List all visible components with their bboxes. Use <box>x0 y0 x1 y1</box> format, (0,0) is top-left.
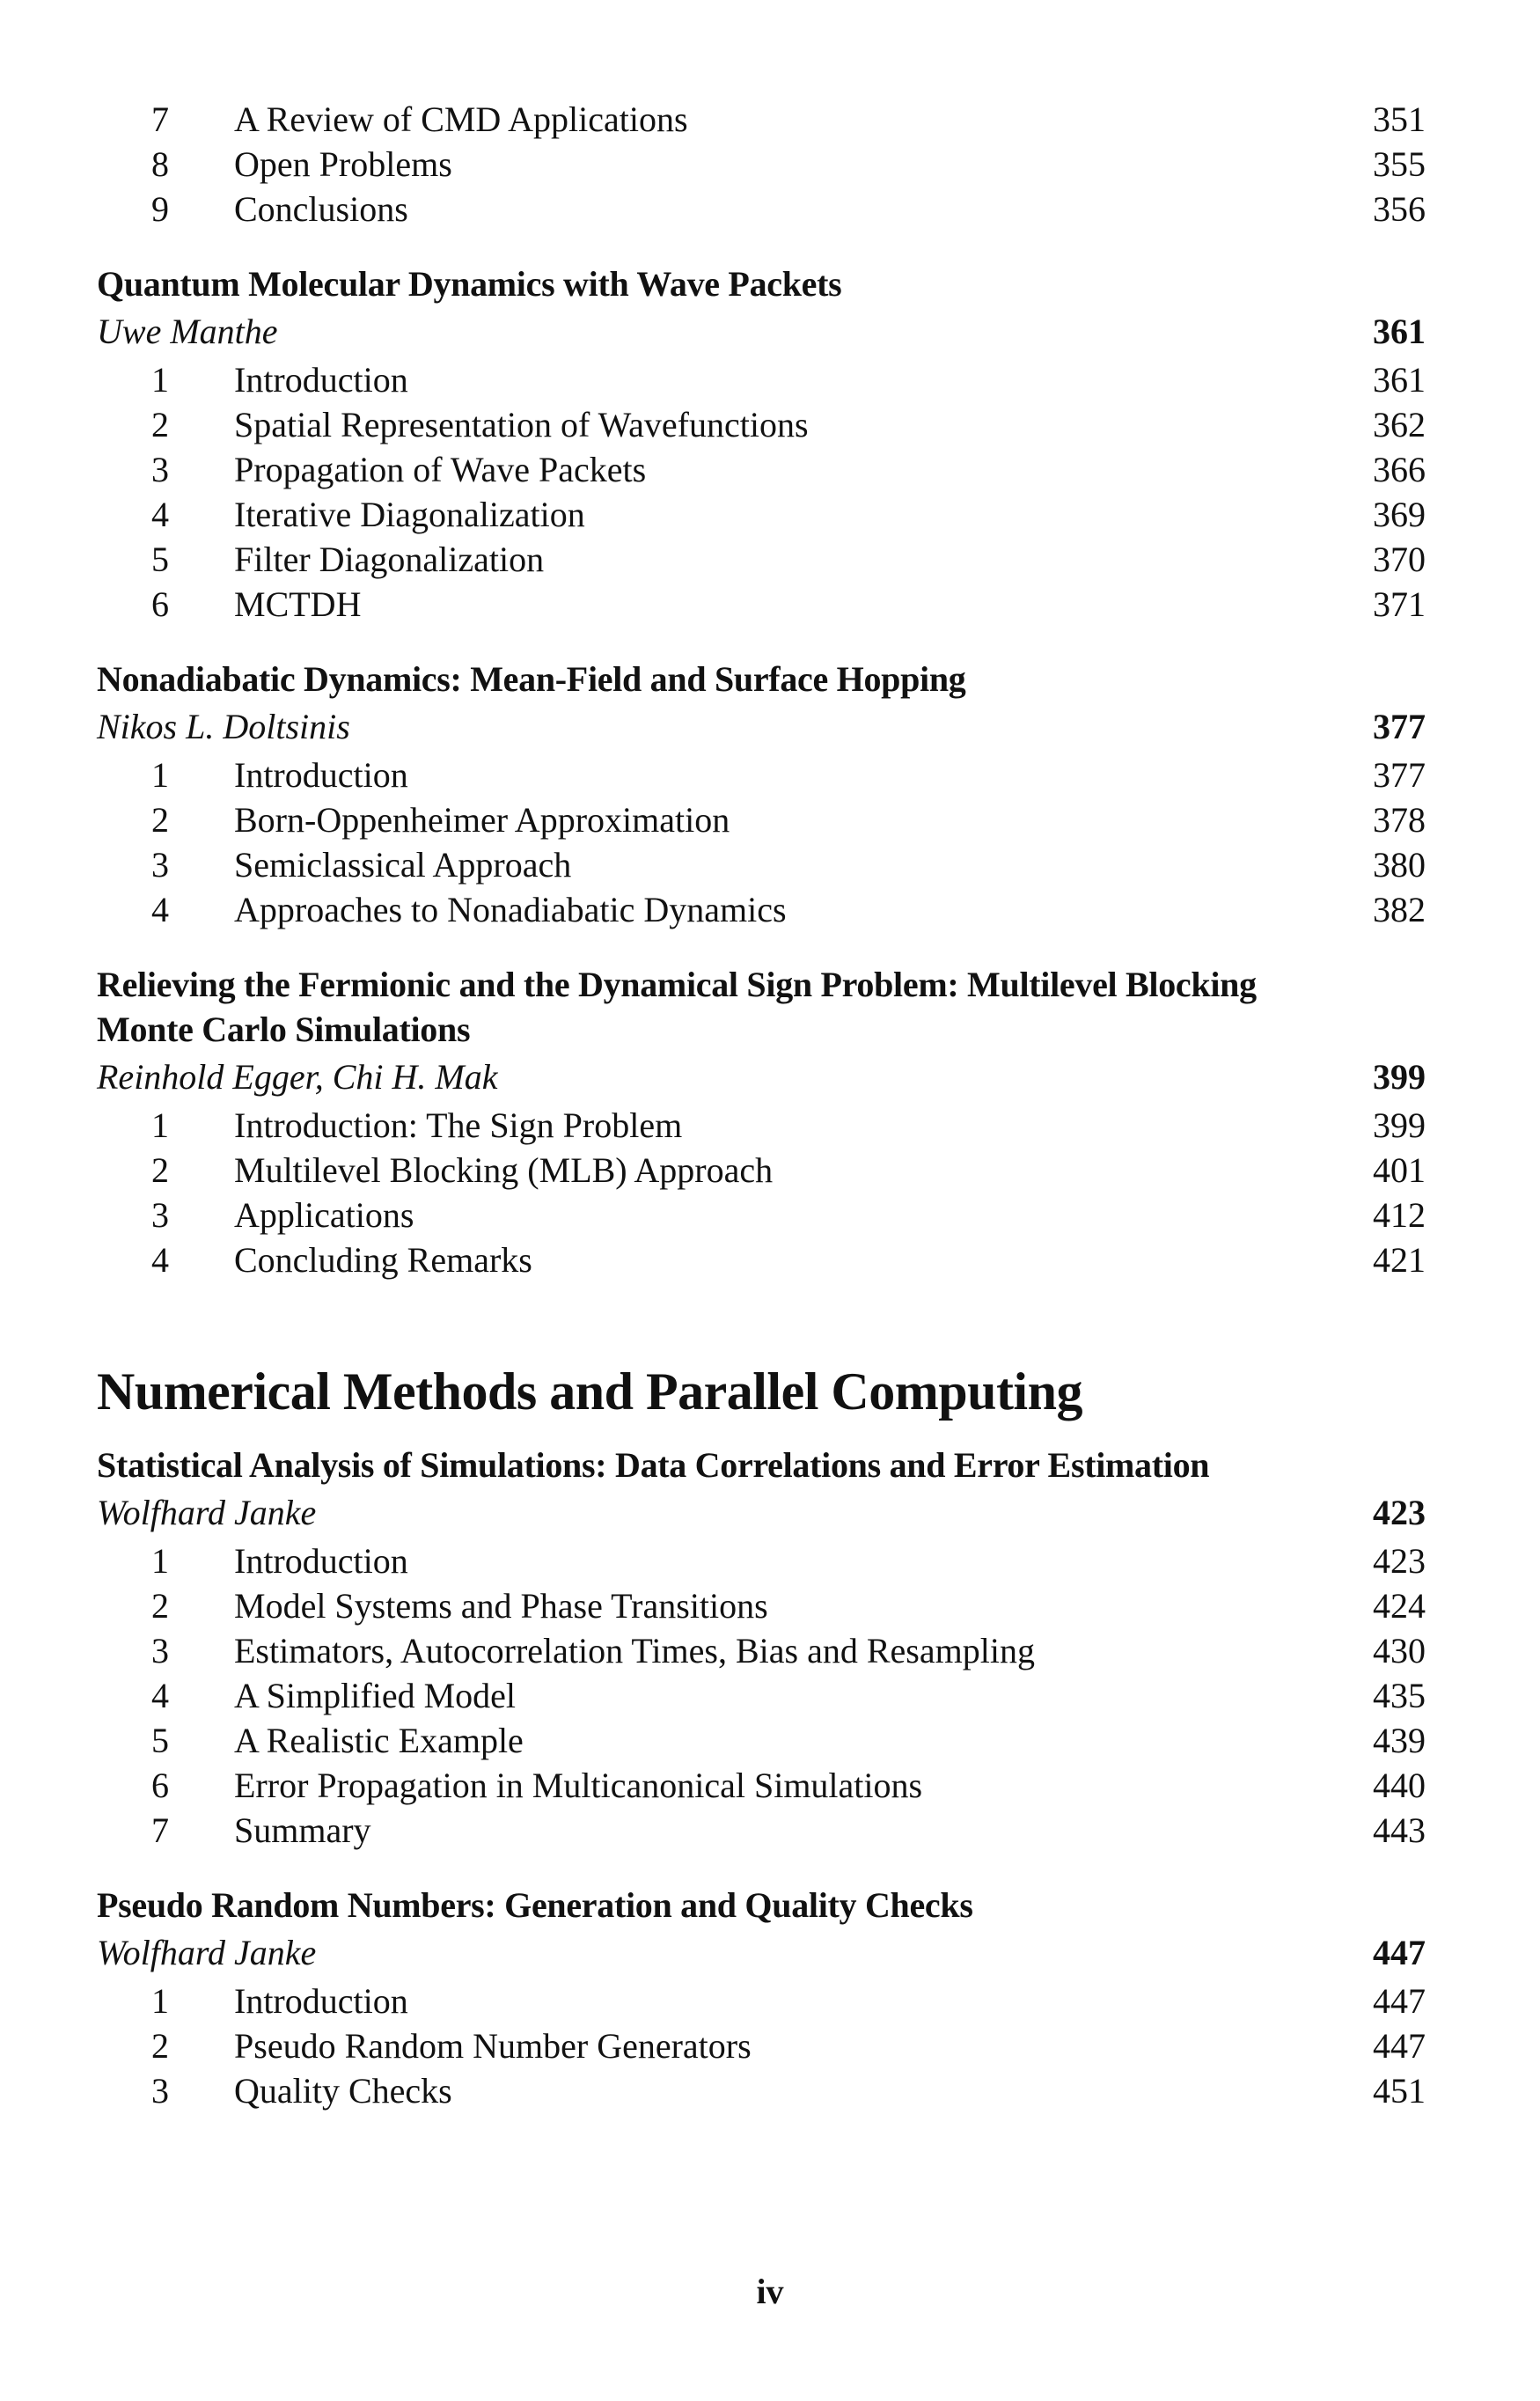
article-authors: Wolfhard Janke <box>97 1493 317 1532</box>
section-page: 362 <box>1373 405 1426 444</box>
section-title: Born-Oppenheimer Approximation <box>234 800 730 840</box>
article-title[interactable]: Pseudo Random Numbers: Generation and Quality Checks <box>97 1885 973 1925</box>
section-title: Introduction <box>234 360 408 400</box>
section-number: 7 <box>151 1810 169 1850</box>
toc-entry[interactable] <box>97 2068 1426 2113</box>
section-title: A Review of CMD Applications <box>234 99 688 139</box>
section-title: A Realistic Example <box>234 1721 524 1760</box>
section-number: 3 <box>151 1631 169 1670</box>
section-page: 401 <box>1373 1150 1426 1190</box>
toc-entry[interactable] <box>97 357 1426 402</box>
section-page: 366 <box>1373 450 1426 489</box>
toc-entry[interactable] <box>97 1673 1426 1718</box>
toc-entry[interactable] <box>97 492 1426 537</box>
article-block <box>97 657 1426 932</box>
article-author-row <box>97 1052 1426 1103</box>
article-start-page: 447 <box>1373 1933 1426 1972</box>
article-start-page: 377 <box>1373 707 1426 746</box>
section-title: Introduction <box>234 1981 408 2021</box>
toc-entry[interactable] <box>97 842 1426 887</box>
section-title: Error Propagation in Multicanonical Simulations <box>234 1766 923 1805</box>
section-number: 1 <box>151 1541 169 1581</box>
article-authors: Uwe Manthe <box>97 312 278 351</box>
section-title: Model Systems and Phase Transitions <box>234 1586 768 1626</box>
toc-entry[interactable] <box>97 1583 1426 1628</box>
article-author-row <box>97 1487 1426 1538</box>
section-page: 423 <box>1373 1541 1426 1581</box>
section-title: A Simplified Model <box>234 1676 516 1715</box>
section-title: Iterative Diagonalization <box>234 495 585 534</box>
section-title: Concluding Remarks <box>234 1240 532 1280</box>
section-page: 439 <box>1373 1721 1426 1760</box>
section-title: Applications <box>234 1195 414 1235</box>
section-page: 430 <box>1373 1631 1426 1670</box>
section-page: 378 <box>1373 800 1426 840</box>
section-page: 447 <box>1373 1981 1426 2021</box>
section-number: 2 <box>151 405 169 444</box>
article-title[interactable]: Quantum Molecular Dynamics with Wave Packets <box>97 264 842 304</box>
toc-entry[interactable] <box>97 97 1426 142</box>
section-page: 451 <box>1373 2071 1426 2111</box>
toc-entry[interactable] <box>97 1193 1426 1237</box>
article-authors: Reinhold Egger, Chi H. Mak <box>97 1057 498 1097</box>
section-page: 369 <box>1373 495 1426 534</box>
section-number: 4 <box>151 1676 169 1715</box>
section-page: 382 <box>1373 890 1426 929</box>
section-page: 435 <box>1373 1676 1426 1715</box>
section-title: Estimators, Autocorrelation Times, Bias and Resampling <box>234 1631 1035 1670</box>
section-number: 7 <box>151 99 169 139</box>
article-block <box>97 1883 1426 2113</box>
section-number: 5 <box>151 1721 169 1760</box>
section-number: 1 <box>151 1981 169 2021</box>
section-title: Conclusions <box>234 189 408 229</box>
article-title[interactable]: Nonadiabatic Dynamics: Mean-Field and Surface Hopping <box>97 659 966 699</box>
section-number: 1 <box>151 755 169 795</box>
section-title: MCTDH <box>234 584 362 624</box>
toc-entry[interactable] <box>97 142 1426 187</box>
section-title: Summary <box>234 1810 371 1850</box>
table-of-contents <box>97 97 1426 2113</box>
toc-entry[interactable] <box>97 1237 1426 1282</box>
section-page: 412 <box>1373 1195 1426 1235</box>
toc-entry[interactable] <box>97 447 1426 492</box>
article-start-page: 361 <box>1373 312 1426 351</box>
section-number: 1 <box>151 360 169 400</box>
section-page: 356 <box>1373 189 1426 229</box>
section-number: 2 <box>151 1586 169 1626</box>
section-page: 421 <box>1373 1240 1426 1280</box>
section-page: 399 <box>1373 1105 1426 1145</box>
section-number: 5 <box>151 540 169 579</box>
section-title: Filter Diagonalization <box>234 540 545 579</box>
section-title: Multilevel Blocking (MLB) Approach <box>234 1150 774 1190</box>
section-number: 3 <box>151 1195 169 1235</box>
section-title: Open Problems <box>234 144 452 184</box>
toc-entry[interactable] <box>97 1763 1426 1808</box>
toc-entry[interactable] <box>97 1979 1426 2023</box>
article-block <box>97 962 1426 1282</box>
toc-entry[interactable] <box>97 537 1426 582</box>
section-title: Approaches to Nonadiabatic Dynamics <box>234 890 787 929</box>
toc-entry[interactable] <box>97 582 1426 627</box>
article-start-page: 399 <box>1373 1057 1426 1097</box>
article-title[interactable]: Statistical Analysis of Simulations: Data Correlations and Error Estimation <box>97 1445 1210 1485</box>
toc-entry[interactable] <box>97 753 1426 797</box>
section-number: 9 <box>151 189 169 229</box>
section-page: 447 <box>1373 2026 1426 2066</box>
section-number: 2 <box>151 800 169 840</box>
article-title-line-1[interactable]: Relieving the Fermionic and the Dynamical Sign Problem: Multilevel Blocking <box>97 965 1257 1004</box>
section-number: 3 <box>151 2071 169 2111</box>
toc-entry[interactable] <box>97 187 1426 231</box>
section-page: 370 <box>1373 540 1426 579</box>
article-block <box>97 1443 1426 1853</box>
section-number: 3 <box>151 845 169 885</box>
article-title-line-2[interactable]: Monte Carlo Simulations <box>97 1010 471 1049</box>
article-authors: Wolfhard Janke <box>97 1933 317 1972</box>
toc-entry[interactable] <box>97 1148 1426 1193</box>
section-page: 424 <box>1373 1586 1426 1626</box>
article-author-row <box>97 306 1426 357</box>
section-page: 355 <box>1373 144 1426 184</box>
page-folio: iv <box>756 2272 784 2311</box>
section-title: Quality Checks <box>234 2071 452 2111</box>
section-number: 2 <box>151 1150 169 1190</box>
section-title: Introduction <box>234 755 408 795</box>
section-title: Semiclassical Approach <box>234 845 572 885</box>
section-page: 380 <box>1373 845 1426 885</box>
toc-entry[interactable] <box>97 1808 1426 1853</box>
article-author-row <box>97 1927 1426 1979</box>
section-title: Pseudo Random Number Generators <box>234 2026 752 2066</box>
part-heading: Numerical Methods and Parallel Computing <box>97 1362 1082 1421</box>
toc-entry[interactable] <box>97 1718 1426 1763</box>
section-page: 377 <box>1373 755 1426 795</box>
section-title: Introduction: The Sign Problem <box>234 1105 683 1145</box>
section-number: 4 <box>151 1240 169 1280</box>
toc-entry[interactable] <box>97 887 1426 932</box>
section-page: 351 <box>1373 99 1426 139</box>
section-number: 3 <box>151 450 169 489</box>
section-page: 443 <box>1373 1810 1426 1850</box>
section-page: 361 <box>1373 360 1426 400</box>
section-page: 371 <box>1373 584 1426 624</box>
toc-entry[interactable] <box>97 1538 1426 1583</box>
section-number: 6 <box>151 1766 169 1805</box>
article-start-page: 423 <box>1373 1493 1426 1532</box>
toc-entry[interactable] <box>97 1628 1426 1673</box>
section-title: Spatial Representation of Wavefunctions <box>234 405 809 444</box>
section-number: 8 <box>151 144 169 184</box>
section-number: 4 <box>151 495 169 534</box>
article-author-row <box>97 701 1426 753</box>
article-block <box>97 261 1426 627</box>
section-number: 2 <box>151 2026 169 2066</box>
section-number: 4 <box>151 890 169 929</box>
toc-entry[interactable] <box>97 1103 1426 1148</box>
toc-entry[interactable] <box>97 2023 1426 2068</box>
section-number: 6 <box>151 584 169 624</box>
toc-entry[interactable] <box>97 402 1426 447</box>
section-title: Introduction <box>234 1541 408 1581</box>
section-number: 1 <box>151 1105 169 1145</box>
article-authors: Nikos L. Doltsinis <box>97 707 350 746</box>
section-page: 440 <box>1373 1766 1426 1805</box>
section-title: Propagation of Wave Packets <box>234 450 647 489</box>
toc-entry[interactable] <box>97 797 1426 842</box>
